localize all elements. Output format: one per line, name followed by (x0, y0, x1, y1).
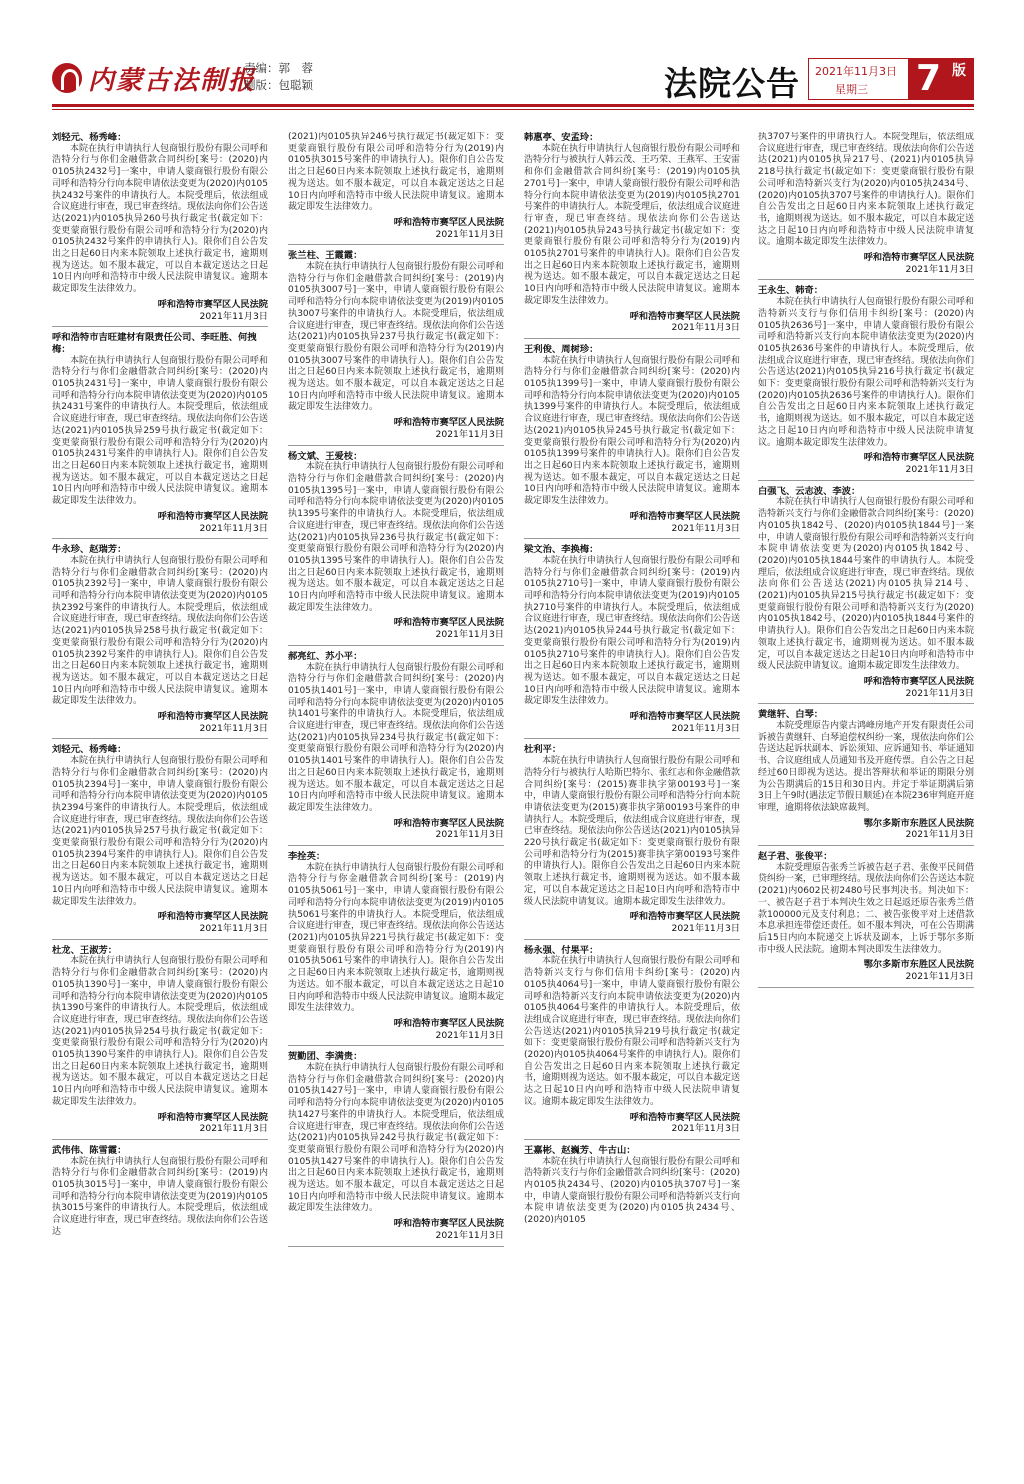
page-number-box (908, 58, 974, 100)
notice-date: 2021年11月3日 (435, 428, 504, 440)
column-2 (288, 132, 504, 1432)
notice-body: 本院在执行申请执行人包商银行股份有限公司呼和浩特分行与你们金融借款合同纠纷[案号：(2020)内0105执1427号]一案中，申请人蒙商银行股份有限公司呼和浩特分行向本院申请依法变更为(2020)内0105执1427号案件的申请执行人。本院受理后，依法组成合议庭进行审查，现已审查终结。现依法向你们公告送达(2021)内0105执异242号执行裁定书(裁定如下：变更蒙商银行股份有限公司呼和浩特分行为(2020)内0105执1427号案件的申请执行人)。限你们自公告发出之日起60日内来本院领取上述执行裁定书，逾期则视为送达。如不服本裁定，可以自本裁定送达之日起10日内向呼和浩特市中级人民法院申请复议。逾期本裁定即发生法律效力。 (288, 1063, 504, 1214)
notice-body: 执3707号案件的申请执行人。本院受理后，依法组成合议庭进行审查，现已审查终结。现依法向你们公告送达(2021)内0105执异217号、(2021)内0105执异218号执行裁定书(裁定如下：变更蒙商银行股份有限公司呼和浩特新兴支行为(2020)内0105执2434号、(2020)内0105执3707号案件的申请执行人)。限你们自公告发出之日起60日内来本院领取上述执行裁定书，逾期则视为送达。如不服本裁定，可以自本裁定送达之日起10日内向呼和浩特市中级人民法院申请复议。逾期本裁定即发生法律效力。 (758, 132, 974, 248)
column-4 (758, 132, 974, 1432)
notice-court: 鄂尔多斯市东胜区人民法院 (863, 817, 974, 829)
notice-item (524, 344, 740, 539)
notice-court: 呼和浩特市赛罕区人民法院 (629, 911, 740, 923)
notice-court: 呼和浩特市赛罕区人民法院 (629, 310, 740, 322)
notice-body: 本院在执行申请执行人包商银行股份有限公司呼和浩特分行与你金融借款合同纠纷[案号：(2019)内0105执5061号]一案中，申请人蒙商银行股份有限公司呼和浩特分行向本院申请依法变更为(2019)内0105执5061号案件的申请执行人。本院受理后，依法组成合议庭进行审查，现已审查终结。现依法向你公告送达(2021)内0105执异221号执行裁定书(裁定如下：变更蒙商银行股份有限公司呼和浩特分行为(2019)内0105执5061号案件的申请执行人)。限你自公告发出之日起60日内来本院领取上述执行裁定书，逾期则视为送达。如不服本裁定，可以自本裁定送达之日起10日内向呼和浩特市中级人民法院申请复议。逾期本裁定即发生法律效力。 (288, 862, 504, 1014)
notice-court: 呼和浩特市赛罕区人民法院 (629, 1111, 740, 1123)
notice-addressee: 杜利平： (524, 744, 562, 756)
notice-court: 呼和浩特市赛罕区人民法院 (157, 911, 268, 923)
notice-item (52, 132, 268, 327)
issue-date: 2021年11月3日 (815, 65, 897, 78)
notice-divider (524, 338, 740, 339)
notice-date: 2021年11月3日 (905, 971, 974, 983)
notice-divider (524, 538, 740, 539)
notice-divider (524, 939, 740, 940)
design-line: 制版：包聪颖 (244, 78, 313, 92)
notice-item (52, 332, 268, 539)
notice-item (524, 1145, 740, 1227)
notice-date: 2021年11月3日 (671, 322, 740, 334)
notice-addressee: 杜龙、王淑芳： (52, 944, 118, 956)
notice-item (288, 651, 504, 846)
notice-body: (2021)内0105执异246号执行裁定书(裁定如下：变更蒙商银行股份有限公司呼和浩特分行为(2019)内0105执3015号案件的申请执行人)。限你们自公告发出之日起60日内来本院领取上述执行裁定书，逾期则视为送达。如不服本裁定，可以自本裁定送达之日起10日内向呼和浩特市中级人民法院申请复议。逾期本裁定即发生法律效力。 (288, 132, 504, 213)
notice-addressee: 郝亮红、苏小平： (288, 650, 363, 662)
notice-date: 2021年11月3日 (199, 310, 268, 322)
notice-date: 2021年11月3日 (905, 687, 974, 699)
notice-date: 2021年11月3日 (905, 463, 974, 475)
notice-addressee: 杨文斌、王爱枝： (288, 450, 363, 462)
notice-body: 本院在执行申请执行人包商银行股份有限公司呼和浩特分行与被执行人哈斯巴特尔、张红志和你金融借款合同纠纷[案号：(2015)赛非执字第00193号]一案中，申请人蒙商银行股份有限公司呼和浩特分行向本院申请依法变更为(2015)赛非执字第00193号案件的申请执行人。本院受理后，依法组成合议庭进行审查，现已审查终结。现依法向你公告送达(2021)内0105执异220号执行裁定书(裁定如下：变更蒙商银行股份有限公司呼和浩特分行为(2015)赛非执字第00193号案件的申请执行人)。限你自公告发出之日起60日内来本院领取上述执行裁定书，逾期则视为送达。如不服本裁定，可以自本裁定送达之日起10日内向呼和浩特市中级人民法院申请复议。逾期本裁定即发生法律效力。 (524, 756, 740, 907)
notice-addressee: 王永生、韩奇： (758, 285, 824, 297)
notice-item (524, 744, 740, 939)
notice-court: 呼和浩特市赛罕区人民法院 (629, 711, 740, 723)
notice-item (288, 250, 504, 445)
notice-item (524, 544, 740, 739)
notice-date: 2021年11月3日 (199, 923, 268, 934)
notice-item (758, 851, 974, 988)
notice-addressee: 王利俊、周树珍： (524, 343, 599, 355)
editor-line: 责编：郭 蓉 (244, 61, 313, 75)
masthead (52, 52, 974, 110)
notice-item (524, 132, 740, 339)
notice-item (52, 744, 268, 939)
notice-item (288, 132, 504, 245)
notice-body: 本院在执行申请执行人包商银行股份有限公司呼和浩特分行与你们金融借款合同纠纷[案号：(2020)内0105执1395号]一案中，申请人蒙商银行股份有限公司呼和浩特分行向本院申请依法变更为(2020)内0105执1395号案件的申请执行人。本院受理后，依法组成合议庭进行审查，现已审查终结。现依法向你们公告送达(2021)内0105执异236号执行裁定书(裁定如下：变更蒙商银行股份有限公司呼和浩特分行为(2020)内0105执1395号案件的申请执行人)。限你们自公告发出之日起60日内来本院领取上述执行裁定书，逾期则视为送达。如不服本裁定，可以自本裁定送达之日起10日内向呼和浩特市中级人民法院申请复议。逾期本裁定即发生法律效力。 (288, 462, 504, 613)
notice-divider (52, 326, 268, 327)
notice-divider (288, 1045, 504, 1046)
notice-date: 2021年11月3日 (671, 522, 740, 534)
notice-body: 本院在执行申请执行人包商银行股份有限公司呼和浩特分行与你们金融借款合同纠纷[案号：(2020)内0105执2432号]一案中，申请人蒙商银行股份有限公司呼和浩特分行向本院申请依法变更为(2020)内0105执2432号案件的申请执行人。本院受理后，依法组成合议庭进行审查，现已审查终结。现依法向你们公告送达(2021)内0105执异260号执行裁定书(裁定如下：变更蒙商银行股份有限公司呼和浩特分行为(2020)内0105执2432号案件的申请执行人)。限你们自公告发出之日起60日内来本院领取上述执行裁定书，逾期则视为送达。如不服本裁定，可以自本裁定送达之日起10日内向呼和浩特市中级人民法院申请复议。逾期本裁定即发生法律效力。 (52, 143, 268, 295)
notice-court: 呼和浩特市赛罕区人民法院 (157, 1111, 268, 1123)
notice-item (288, 1051, 504, 1246)
notice-addressee: 杨永强、付果平： (524, 944, 599, 956)
notice-addressee: 赵子君、张俊平： (758, 851, 833, 863)
notice-body: 本院在执行申请执行人包商银行股份有限公司呼和浩特分行与你们金融借款合同纠纷[案号：(2020)内0105执1401号]一案中，申请人蒙商银行股份有限公司呼和浩特分行向本院申请依法变更为(2020)内0105执1401号案件的申请执行人。本院受理后，依法组成合议庭进行审查，现已审查终结。现依法向你们公告送达(2021)内0105执异234号执行裁定书(裁定如下：变更蒙商银行股份有限公司呼和浩特分行为(2020)内0105执1401号案件的申请执行人)。限你们自公告发出之日起60日内来本院领取上述执行裁定书，逾期则视为送达。如不服本裁定，可以自本裁定送达之日起10日内向呼和浩特市中级人民法院申请复议。逾期本裁定即发生法律效力。 (288, 662, 504, 813)
editor-credits (244, 60, 313, 94)
notice-body: 本院在执行申请执行人包商银行股份有限公司呼和浩特新兴支行与你们金融借款合同纠纷[案号：(2020)内0105执2434号、(2020)内0105执3707号]一案中，申请人蒙商银行股份有限公司呼和浩特新兴支行向本院申请依法变更为(2020)内0105执2434号、(2020)内0105 (524, 1156, 740, 1226)
section-title: 法院公告 (664, 64, 800, 103)
notice-divider (52, 538, 268, 539)
notice-divider (288, 445, 504, 446)
notice-body: 本院在执行申请执行人包商银行股份有限公司呼和浩特新兴支行与你们金融借款合同纠纷[案号：(2020)内0105执1842号、(2020)内0105执1844号]一案中，申请人蒙商银行股份有限公司呼和浩特新兴支行向本院申请依法变更为(2020)内0105执1842号、(2020)内0105执1844号案件的申请执行人。本院受理后，依法组成合议庭进行审查，现已审查终结。现依法向你们公告送达(2021)内0105执异214号、(2021)内0105执异215号执行裁定书(裁定如下：变更蒙商银行股份有限公司呼和浩特新兴支行为(2020)内0105执1842号、(2020)内0105执1844号案件的申请执行人)。限你们自公告发出之日起60日内来本院领取上述执行裁定书，逾期则视为送达。如不服本裁定，可以自本裁定送达之日起10日内向呼和浩特市中级人民法院申请复议。逾期本裁定即发生法律效力。 (758, 497, 974, 672)
notice-court: 呼和浩特市赛罕区人民法院 (393, 617, 504, 629)
notice-addressee: 张兰柱、王霞霞： (288, 250, 363, 262)
notice-body: 本院在执行申请执行人包商银行股份有限公司呼和浩特分行与你们金融借款合同纠纷[案号：(2020)内0105执1390号]一案中，申请人蒙商银行股份有限公司呼和浩特分行向本院申请依法变更为(2020)内0105执1390号案件的申请执行人。本院受理后，依法组成合议庭进行审查，现已审查终结。现依法向你们公告送达(2021)内0105执异254号执行裁定书(裁定如下：变更蒙商银行股份有限公司呼和浩特分行为(2020)内0105执1390号案件的申请执行人)。限你们自公告发出之日起60日内来本院领取上述执行裁定书，逾期则视为送达。如不服本裁定，可以自本裁定送达之日起10日内向呼和浩特市中级人民法院申请复议。逾期本裁定即发生法律效力。 (52, 956, 268, 1107)
notice-body: 本院在执行申请执行人包商银行股份有限公司呼和浩特分行与你们金融借款合同纠纷[案号：(2019)内0105执2710号]一案中，申请人蒙商银行股份有限公司呼和浩特分行向本院申请依法变更为(2019)内0105执2710号案件的申请执行人。本院受理后，依法组成合议庭进行审查，现已审查终结。现依法向你们公告送达(2021)内0105执异244号执行裁定书(裁定如下：变更蒙商银行股份有限公司呼和浩特分行为(2019)内0105执2710号案件的申请执行人)。限你们自公告发出之日起60日内来本院领取上述执行裁定书，逾期则视为送达。如不服本裁定，可以自本裁定送达之日起10日内向呼和浩特市中级人民法院申请复议。逾期本裁定即发生法律效力。 (524, 555, 740, 707)
notice-court: 呼和浩特市赛罕区人民法院 (393, 817, 504, 829)
notice-court: 呼和浩特市赛罕区人民法院 (629, 510, 740, 522)
notice-item (288, 451, 504, 646)
notice-addressee: 梁文治、李换梅： (524, 544, 599, 556)
notice-body: 本院在执行申请执行人包商银行股份有限公司呼和浩特分行与你们金融借款合同纠纷[案号：(2019)内0105执3007号]一案中，申请人蒙商银行股份有限公司呼和浩特分行向本院申请依法变更为(2019)内0105执3007号案件的申请执行人。本院受理后，依法组成合议庭进行审查，现已审查终结。现依法向你们公告送达(2021)内0105执异237号执行裁定书(裁定如下：变更蒙商银行股份有限公司呼和浩特分行为(2019)内0105执3007号案件的申请执行人)。限你们自公告发出之日起60日内来本院领取上述执行裁定书，逾期则视为送达。如不服本裁定，可以自本裁定送达之日起10日内向呼和浩特市中级人民法院申请复议。逾期本裁定即发生法律效力。 (288, 262, 504, 413)
notice-addressee: 黄继轩、白琴： (758, 709, 824, 721)
notice-date: 2021年11月3日 (435, 629, 504, 641)
notice-date: 2021年11月3日 (671, 923, 740, 934)
notice-item (52, 544, 268, 739)
notice-date: 2021年11月3日 (435, 829, 504, 841)
notice-body: 本院在执行申请执行人包商银行股份有限公司呼和浩特新兴支行与你们信用卡纠纷[案号：(2020)内0105执2636号]一案中，申请人蒙商银行股份有限公司呼和浩特新兴支行向本院申请依法变更为(2020)内0105执2636号案件的申请执行人。本院受理后，依法组成合议庭进行审查，现已审查终结。现依法向你们公告送达(2021)内0105执异216号执行裁定书(裁定如下：变更蒙商银行股份有限公司呼和浩特新兴支行为(2020)内0105执2636号案件的申请执行人)。限你们自公告发出之日起60日内来本院领取上述执行裁定书，逾期则视为送达。如不服本裁定，可以自本裁定送达之日起10日内向呼和浩特市中级人民法院申请复议。逾期本裁定即发生法律效力。 (758, 297, 974, 448)
notice-divider (288, 244, 504, 245)
notice-addressee: 贺勤团、李满贵： (288, 1051, 363, 1063)
notice-court: 呼和浩特市赛罕区人民法院 (393, 417, 504, 429)
issue-date-box (808, 58, 910, 100)
column-3 (524, 132, 740, 1432)
notice-body: 本院在执行申请执行人包商银行股份有限公司呼和浩特新兴支行与你们信用卡纠纷[案号：(2020)内0105执4064号]一案中，申请人蒙商银行股份有限公司呼和浩特新兴支行向本院申请依法变更为(2020)内0105执4064号案件的申请执行人。本院受理后，依法组成合议庭进行审查，现已审查终结。现依法向你们公告送达(2021)内0105执异219号执行裁定书(裁定如下：变更蒙商银行股份有限公司呼和浩特新兴支行为(2020)内0105执4064号案件的申请执行人)。限你们自公告发出之日起60日内来本院领取上述执行裁定书，逾期则视为送达。如不服本裁定，可以自本裁定送达之日起10日内向呼和浩特市中级人民法院申请复议。逾期本裁定即发生法律效力。 (524, 956, 740, 1107)
notice-court: 呼和浩特市赛罕区人民法院 (863, 252, 974, 264)
notice-divider (288, 845, 504, 846)
notice-divider (758, 279, 974, 280)
notice-court: 呼和浩特市赛罕区人民法院 (393, 1218, 504, 1230)
notice-date: 2021年11月3日 (435, 1029, 504, 1041)
notice-addressee: 王嘉彬、赵巍芳、牛古山： (524, 1144, 636, 1156)
notice-divider (524, 738, 740, 739)
notice-body: 本院在执行申请执行人包商银行股份有限公司呼和浩特分行与你们金融借款合同纠纷[案号：(2020)内0105执1399号]一案中，申请人蒙商银行股份有限公司呼和浩特分行向本院申请依法变更为(2020)内0105执1399号案件的申请执行人。本院受理后，依法组成合议庭进行审查，现已审查终结。现依法向你们公告送达(2021)内0105执异245号执行裁定书(裁定如下：变更蒙商银行股份有限公司呼和浩特分行为(2020)内0105执1399号案件的申请执行人)。限你们自公告发出之日起60日内来本院领取上述执行裁定书，逾期则视为送达。如不服本裁定，可以自本裁定送达之日起10日内向呼和浩特市中级人民法院申请复议。逾期本裁定即发生法律效力。 (524, 355, 740, 507)
notice-divider (52, 939, 268, 940)
notice-date: 2021年11月3日 (905, 829, 974, 841)
notice-date: 2021年11月3日 (435, 228, 504, 240)
notice-body: 本院在执行申请执行人包商银行股份有限公司呼和浩特分行与你们金融借款合同纠纷[案号：(2020)内0105执2394号]一案中，申请人蒙商银行股份有限公司呼和浩特分行向本院申请依法变更为(2020)内0105执2394号案件的申请执行人。本院受理后，依法组成合议庭进行审查，现已审查终结。现依法向你们公告送达(2021)内0105执异257号执行裁定书(裁定如下：变更蒙商银行股份有限公司呼和浩特分行为(2020)内0105执2394号案件的申请执行人)。限你们自公告发出之日起60日内来本院领取上述执行裁定书，逾期则视为送达。如不服本裁定，可以自本裁定送达之日起10日内向呼和浩特市中级人民法院申请复议。逾期本裁定即发生法律效力。 (52, 756, 268, 907)
notice-date: 2021年11月3日 (671, 722, 740, 734)
notice-item (758, 132, 974, 280)
header-rule (52, 104, 974, 107)
notice-columns (52, 132, 974, 1432)
notice-court: 呼和浩特市赛罕区人民法院 (393, 1017, 504, 1029)
notice-body: 本院在执行申请执行人包商银行股份有限公司呼和浩特分行与被执行人韩云茂、王巧荣、王燕军、王安雷和你们金融借款合同纠纷[案号：(2019)内0105执2701号]一案中，申请人蒙商银行股份有限公司呼和浩特分行向本院申请依法变更为(2019)内0105执2701号案件的申请执行人。本院受理后，依法组成合议庭进行审查，现已审查终结。现依法向你们公告送达(2021)内0105执异243号执行裁定书(裁定如下：变更蒙商银行股份有限公司呼和浩特分行为(2019)内0105执2701号案件的申请执行人)。限你们自公告发出之日起60日内来本院领取上述执行裁定书，逾期则视为送达。如不服本裁定，可以自本裁定送达之日起10日内向呼和浩特市中级人民法院申请复议。逾期本裁定即发生法律效力。 (524, 143, 740, 306)
notice-divider (758, 703, 974, 704)
notice-item (758, 285, 974, 480)
notice-body: 本院受理原告内蒙古鸿峰房地产开发有限责任公司诉被告黄继轩、白琴追偿权纠纷一案，现依法向你们公告送达起诉状副本、诉讼须知、应诉通知书、举证通知书、合议庭组成人员通知书及开庭传票。自公告之日起经过60日即视为送达。提出答辩状和举证的期限分别为公告期满后的15日和30日内。并定于举证期满后第3日上午9时(遇法定节假日顺延)在本院236审判庭开庭审理，逾期将依法缺席裁判。 (758, 721, 974, 813)
notice-date: 2021年11月3日 (199, 722, 268, 734)
notice-date: 2021年11月3日 (199, 522, 268, 534)
column-1 (52, 132, 268, 1432)
notice-court: 呼和浩特市赛罕区人民法院 (157, 510, 268, 522)
notice-addressee: 李拴英： (288, 851, 326, 863)
notice-divider (524, 1139, 740, 1140)
notice-addressee: 牛永珍、赵瑞芳： (52, 544, 127, 556)
notice-addressee: 武伟伟、陈雪霞： (52, 1144, 127, 1156)
notice-court: 呼和浩特市赛罕区人民法院 (157, 711, 268, 723)
notice-court: 鄂尔多斯市东胜区人民法院 (863, 959, 974, 971)
page-number: 7 (916, 58, 942, 99)
notice-item (288, 851, 504, 1046)
notice-date: 2021年11月3日 (435, 1229, 504, 1241)
notice-divider (758, 480, 974, 481)
notice-court: 呼和浩特市赛罕区人民法院 (863, 675, 974, 687)
notice-divider (52, 1139, 268, 1140)
notice-body: 本院在执行申请执行人包商银行股份有限公司呼和浩特分行与你们金融借款合同纠纷[案号：(2020)内0105执2431号]一案中，申请人蒙商银行股份有限公司呼和浩特分行向本院申请依法变更为(2020)内0105执2431号案件的申请执行人。本院受理后，依法组成合议庭进行审查，现已审查终结。现依法向你们公告送达(2021)内0105执异259号执行裁定书(裁定如下：变更蒙商银行股份有限公司呼和浩特分行为(2020)内0105执2431号案件的申请执行人)。限你们自公告发出之日起60日内来本院领取上述执行裁定书，逾期则视为送达。如不服本裁定，可以自本裁定送达之日起10日内向呼和浩特市中级人民法院申请复议。逾期本裁定即发生法律效力。 (52, 355, 268, 507)
emblem-icon (52, 63, 82, 93)
notice-divider (288, 1246, 504, 1247)
notice-item (52, 1145, 268, 1239)
notice-body: 本院受理原告张秀兰诉被告赵子君、张俊平民间借贷纠纷一案，已审理终结。现依法向你们公告送达本院(2021)内0602民初2480号民事判决书。判决如下：一、被告赵子君于本判决生效之日起返还原告张秀兰借款100000元及支付利息；二、被告张俊平对上述借款本息承担连带偿还责任。如不服本判决，可在公告期满后15日内向本院递交上诉状及副本，上诉于鄂尔多斯市中级人民法院。逾期本判决即发生法律效力。 (758, 862, 974, 955)
notice-body: 本院在执行申请执行人包商银行股份有限公司呼和浩特分行与你们金融借款合同纠纷[案号：(2019)内0105执3015号]一案中，申请人蒙商银行股份有限公司呼和浩特分行向本院申请依法变更为(2019)内0105执3015号案件的申请执行人。本院受理后，依法组成合议庭进行审查，现已审查终结。现依法向你们公告送达 (52, 1156, 268, 1237)
notice-item (52, 945, 268, 1140)
notice-date: 2021年11月3日 (671, 1123, 740, 1135)
notice-court: 呼和浩特市赛罕区人民法院 (157, 298, 268, 310)
notice-divider (758, 845, 974, 846)
notice-item (758, 486, 974, 705)
notice-addressee: 刘轻元、杨秀峰： (52, 132, 127, 143)
notice-court: 呼和浩特市赛罕区人民法院 (863, 452, 974, 464)
notice-addressee: 白强飞、云志波、李波： (758, 485, 861, 497)
notice-date: 2021年11月3日 (199, 1123, 268, 1135)
notice-item (524, 945, 740, 1140)
header-rule-thin (52, 109, 974, 110)
notice-divider (288, 645, 504, 646)
notice-court: 呼和浩特市赛罕区人民法院 (393, 216, 504, 228)
notice-divider (52, 738, 268, 739)
notice-body: 本院在执行申请执行人包商银行股份有限公司呼和浩特分行与你们金融借款合同纠纷[案号：(2020)内0105执2392号]一案中，申请人蒙商银行股份有限公司呼和浩特分行向本院申请依法变更为(2020)内0105执2392号案件的申请执行人。本院受理后，依法组成合议庭进行审查，现已审查终结。现依法向你们公告送达(2021)内0105执异258号执行裁定书(裁定如下：变更蒙商银行股份有限公司呼和浩特分行为(2020)内0105执2392号案件的申请执行人)。限你们自公告发出之日起60日内来本院领取上述执行裁定书，逾期则视为送达。如不服本裁定，可以自本裁定送达之日起10日内向呼和浩特市中级人民法院申请复议。逾期本裁定即发生法律效力。 (52, 555, 268, 707)
notice-item (758, 709, 974, 846)
page-suffix: 版 (952, 63, 966, 79)
notice-addressee: 刘轻元、杨秀峰： (52, 744, 127, 756)
notice-addressee: 呼和浩特市吉旺建材有限责任公司、李旺胜、何拽梅： (52, 332, 257, 355)
notice-date: 2021年11月3日 (905, 263, 974, 275)
notice-divider (758, 987, 974, 988)
logo-text: 内蒙古法制报 (88, 65, 257, 96)
notice-addressee: 韩惠亭、安孟玲： (524, 132, 599, 143)
issue-weekday: 星期三 (835, 83, 868, 96)
newspaper-logo (52, 58, 256, 98)
